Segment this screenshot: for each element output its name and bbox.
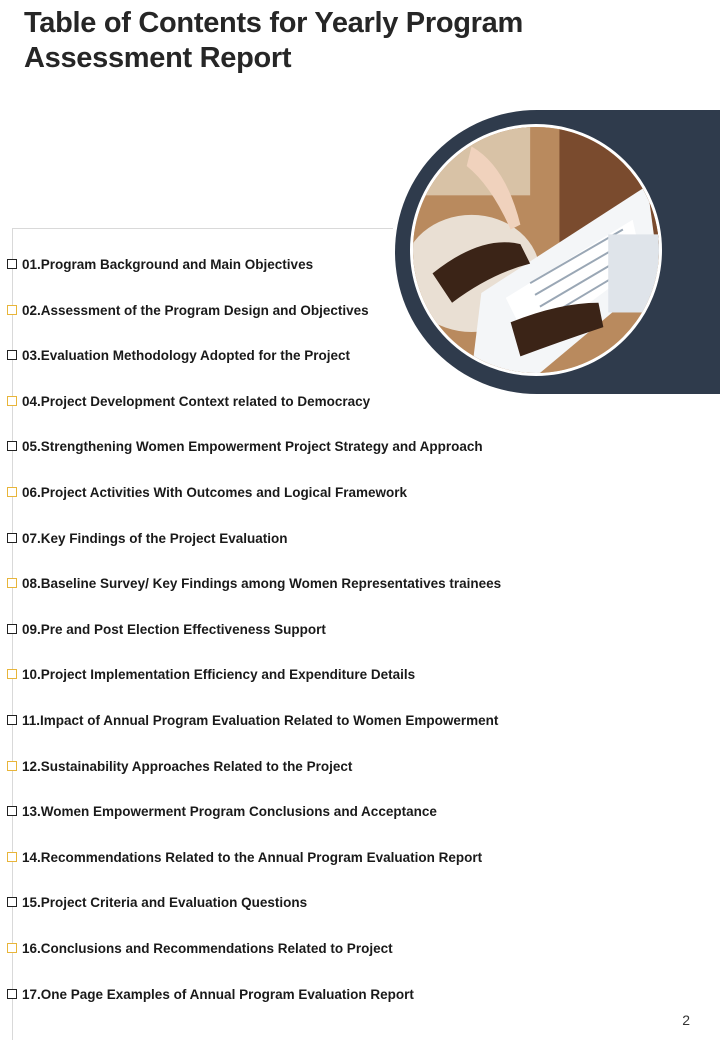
checkbox-icon bbox=[7, 989, 17, 999]
checkbox-icon bbox=[7, 897, 17, 907]
toc-item[interactable] bbox=[7, 757, 501, 803]
toc-item[interactable] bbox=[7, 939, 501, 985]
toc-item-label: 01.Program Background and Main Objectives bbox=[22, 257, 314, 272]
checkbox-icon bbox=[7, 715, 17, 725]
checkbox-icon bbox=[7, 806, 17, 816]
checkbox-icon bbox=[7, 533, 17, 543]
toc-item[interactable] bbox=[7, 848, 501, 894]
page-title: Table of Contents for Yearly Program Assessment Report bbox=[24, 7, 523, 74]
checkbox-icon bbox=[7, 578, 17, 588]
checkbox-icon bbox=[7, 943, 17, 953]
checkbox-icon bbox=[7, 350, 17, 360]
toc-item[interactable] bbox=[7, 301, 501, 347]
toc-item-label: 07.Key Findings of the Project Evaluation bbox=[22, 530, 288, 546]
toc-item[interactable] bbox=[7, 985, 501, 1031]
checkbox-icon bbox=[7, 259, 17, 269]
toc-item[interactable] bbox=[7, 620, 501, 666]
toc-item-label: 10.Project Implementation Efficiency and Expenditure Details bbox=[22, 667, 416, 683]
toc-item[interactable] bbox=[7, 711, 501, 757]
toc-item-label: 12.Sustainability Approaches Related to the Project bbox=[22, 758, 353, 774]
toc-item-label: 14.Recommendations Related to the Annual Program Evaluation Report bbox=[22, 849, 483, 865]
toc-item-label: 05.Strengthening Women Empowerment Project Strategy and Approach bbox=[22, 439, 483, 455]
toc-item-label: 11.Impact of Annual Program Evaluation Related to Women Empowerment bbox=[22, 712, 499, 728]
toc-item[interactable] bbox=[7, 437, 501, 483]
table-of-contents bbox=[7, 255, 501, 1030]
toc-item-label: 06.Project Activities With Outcomes and Logical Framework bbox=[22, 484, 407, 500]
toc-item[interactable] bbox=[7, 893, 501, 939]
toc-item-label: 03.Evaluation Methodology Adopted for the Project bbox=[22, 348, 351, 364]
checkbox-icon bbox=[7, 305, 17, 315]
checkbox-icon bbox=[7, 624, 17, 634]
toc-item-label: 08.Baseline Survey/ Key Findings among Women Representatives trainees bbox=[22, 576, 502, 592]
checkbox-icon bbox=[7, 669, 17, 679]
toc-item-label: 13.Women Empowerment Program Conclusions and Acceptance bbox=[22, 804, 437, 820]
toc-item[interactable] bbox=[7, 483, 501, 529]
toc-item-label: 17.One Page Examples of Annual Program Evaluation Report bbox=[22, 986, 414, 1002]
toc-item[interactable] bbox=[7, 392, 501, 438]
toc-item[interactable] bbox=[7, 529, 501, 575]
toc-item-label: 09.Pre and Post Election Effectiveness Support bbox=[22, 621, 326, 637]
checkbox-icon bbox=[7, 761, 17, 771]
checkbox-icon bbox=[7, 487, 17, 497]
toc-item[interactable] bbox=[7, 802, 501, 848]
checkbox-icon bbox=[7, 441, 17, 451]
checkbox-icon bbox=[7, 396, 17, 406]
checkbox-icon bbox=[7, 852, 17, 862]
toc-item[interactable] bbox=[7, 346, 501, 392]
toc-item[interactable] bbox=[7, 255, 501, 301]
guide-line-top bbox=[12, 228, 393, 229]
toc-item-label: 04.Project Development Context related to Democracy bbox=[22, 393, 371, 409]
toc-item-label: 15.Project Criteria and Evaluation Questions bbox=[22, 895, 308, 911]
toc-item-label: 02.Assessment of the Program Design and Objectives bbox=[22, 302, 369, 318]
page-number: 2 bbox=[682, 1012, 690, 1028]
toc-item[interactable] bbox=[7, 574, 501, 620]
toc-item[interactable] bbox=[7, 665, 501, 711]
toc-item-label: 16.Conclusions and Recommendations Related to Project bbox=[22, 940, 393, 956]
